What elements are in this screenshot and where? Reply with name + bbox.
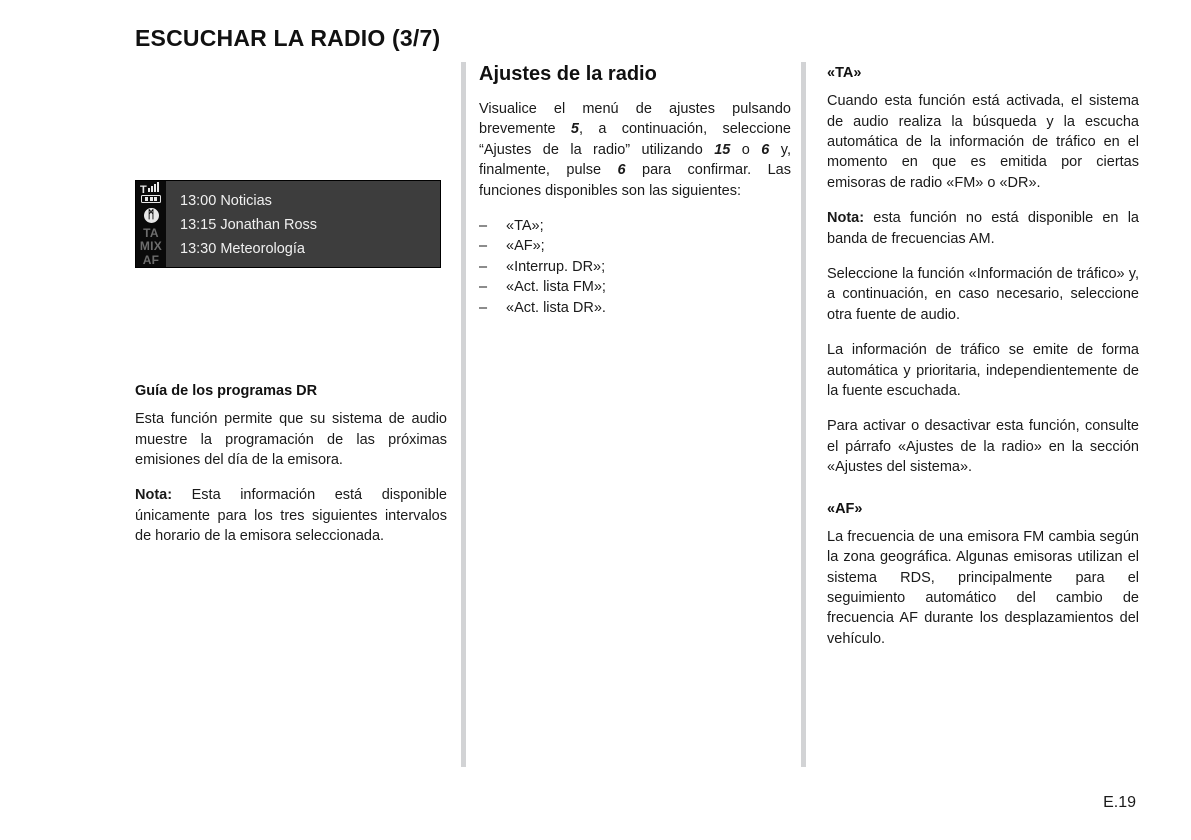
status-tag-ta: TA (143, 225, 159, 240)
list-item (479, 236, 791, 256)
paragraph-ta-2: Seleccione la función «Información de tráfico» y, a continuación, en caso necesario, seleccione otra fuente de audio. (827, 265, 1139, 323)
list-item (479, 277, 791, 297)
paragraph-guia-nota (135, 485, 447, 546)
list-item (479, 298, 791, 318)
dash-marker: – (479, 299, 488, 316)
intro-text-2: , a continuación, seleccione “Ajustes de la radio” utilizando (479, 121, 791, 158)
control-number-15: 15 (714, 141, 731, 158)
dash-marker: – (479, 238, 488, 255)
battery-cell-2 (150, 197, 153, 201)
heading-ta: «TA» (827, 65, 862, 81)
radio-settings-list (479, 216, 791, 318)
program-list-item: 13:15 Jonathan Ross (180, 217, 318, 233)
list-item-label: «Act. lista FM»; (506, 279, 606, 296)
list-item-label: «TA»; (506, 218, 544, 235)
intro-text-5: para confirmar. Las funciones disponibles son las siguientes: (479, 162, 791, 199)
bluetooth-icon: ᛗ (144, 208, 159, 223)
heading-guia-programas-dr: Guía de los programas DR (135, 383, 318, 399)
program-list-item: 13:30 Meteorología (180, 241, 305, 257)
nota-text: esta función no está disponible en la banda de frecuencias AM. (827, 210, 1139, 247)
page-title-text: ESCUCHAR LA RADIO (135, 25, 386, 51)
page-title-folio: (3/7) (392, 25, 441, 51)
list-item-label: «AF»; (506, 238, 545, 255)
control-number-6a: 6 (761, 141, 770, 158)
intro-text-3: o (730, 141, 762, 158)
list-item (479, 257, 791, 277)
paragraph-guia-intro: Esta función permite que su sistema de audio muestre la programación de las próximas emisiones del día de la emisora. (135, 411, 447, 468)
signal-bar-3 (154, 184, 156, 192)
radio-display-status-strip (136, 181, 166, 267)
intro-text-4: y, finalmente, pulse (479, 141, 791, 179)
status-tag-mix: MIX (139, 239, 163, 253)
heading-af: «AF» (827, 500, 863, 517)
battery-cell-1 (145, 197, 148, 201)
paragraph-ta-3: La información de tráfico se emite de forma automática y prioritaria, independientemente de la fuente escuchada. (827, 342, 1139, 399)
paragraph-af-1: La frecuencia de una emisora FM cambia según la zona geográfica. Algunas emisoras utilizan el sistema RDS, principalmente para el seguimiento automático del cambio de frecuencia AF durante los desplazamientos del vehículo. (827, 528, 1139, 647)
control-number-6b: 6 (617, 162, 626, 179)
intro-text-1: Visualice el menú de ajustes pulsando brevemente (479, 101, 791, 138)
list-item-label: «Act. lista DR». (506, 299, 606, 316)
dash-marker: – (479, 279, 488, 296)
signal-bar-1 (148, 188, 150, 192)
column-left (135, 382, 447, 547)
signal-bar-4 (157, 182, 159, 192)
paragraph-ta-1: Cuando esta función está activada, el sistema de audio realiza la búsqueda y la escucha automática de la información de tráfico en el momento en que es emitida por ciertas emisoras de radio «FM» o «DR». (827, 93, 1139, 191)
nota-label: Nota: (827, 210, 865, 227)
column-right (827, 64, 1139, 649)
column-divider-right (801, 62, 806, 767)
signal-bar-2 (151, 186, 153, 192)
heading-ajustes-de-la-radio: Ajustes de la radio (479, 63, 657, 85)
paragraph-ajustes-intro (479, 99, 791, 201)
signal-bars-icon (140, 185, 162, 194)
nota-label: Nota: (135, 487, 173, 504)
column-middle (479, 62, 791, 318)
paragraph-ta-4: Para activar o desactivar esta función, consulte el párrafo «Ajustes de la radio» en la sección «Ajustes del sistema». (827, 418, 1139, 476)
battery-cell-3 (154, 197, 157, 201)
radio-display-screen (166, 181, 440, 267)
column-divider-left (461, 62, 466, 767)
paragraph-ta-nota (827, 208, 1139, 249)
nota-text: Esta información está disponible únicamente para los tres siguientes intervalos de horario de la emisora seleccionada. (135, 487, 447, 545)
program-list-item: 13:00 Noticias (180, 193, 272, 209)
list-item-label: «Interrup. DR»; (506, 258, 606, 275)
dash-marker: – (479, 218, 488, 235)
dash-marker: – (479, 258, 488, 275)
list-item (479, 216, 791, 236)
page-title (135, 25, 440, 52)
signal-t-glyph: T (140, 184, 147, 196)
radio-display-illustration (135, 180, 441, 268)
page-number: E.19 (1103, 794, 1136, 811)
status-tag-af: AF (142, 252, 160, 267)
control-number-5: 5 (570, 121, 579, 138)
